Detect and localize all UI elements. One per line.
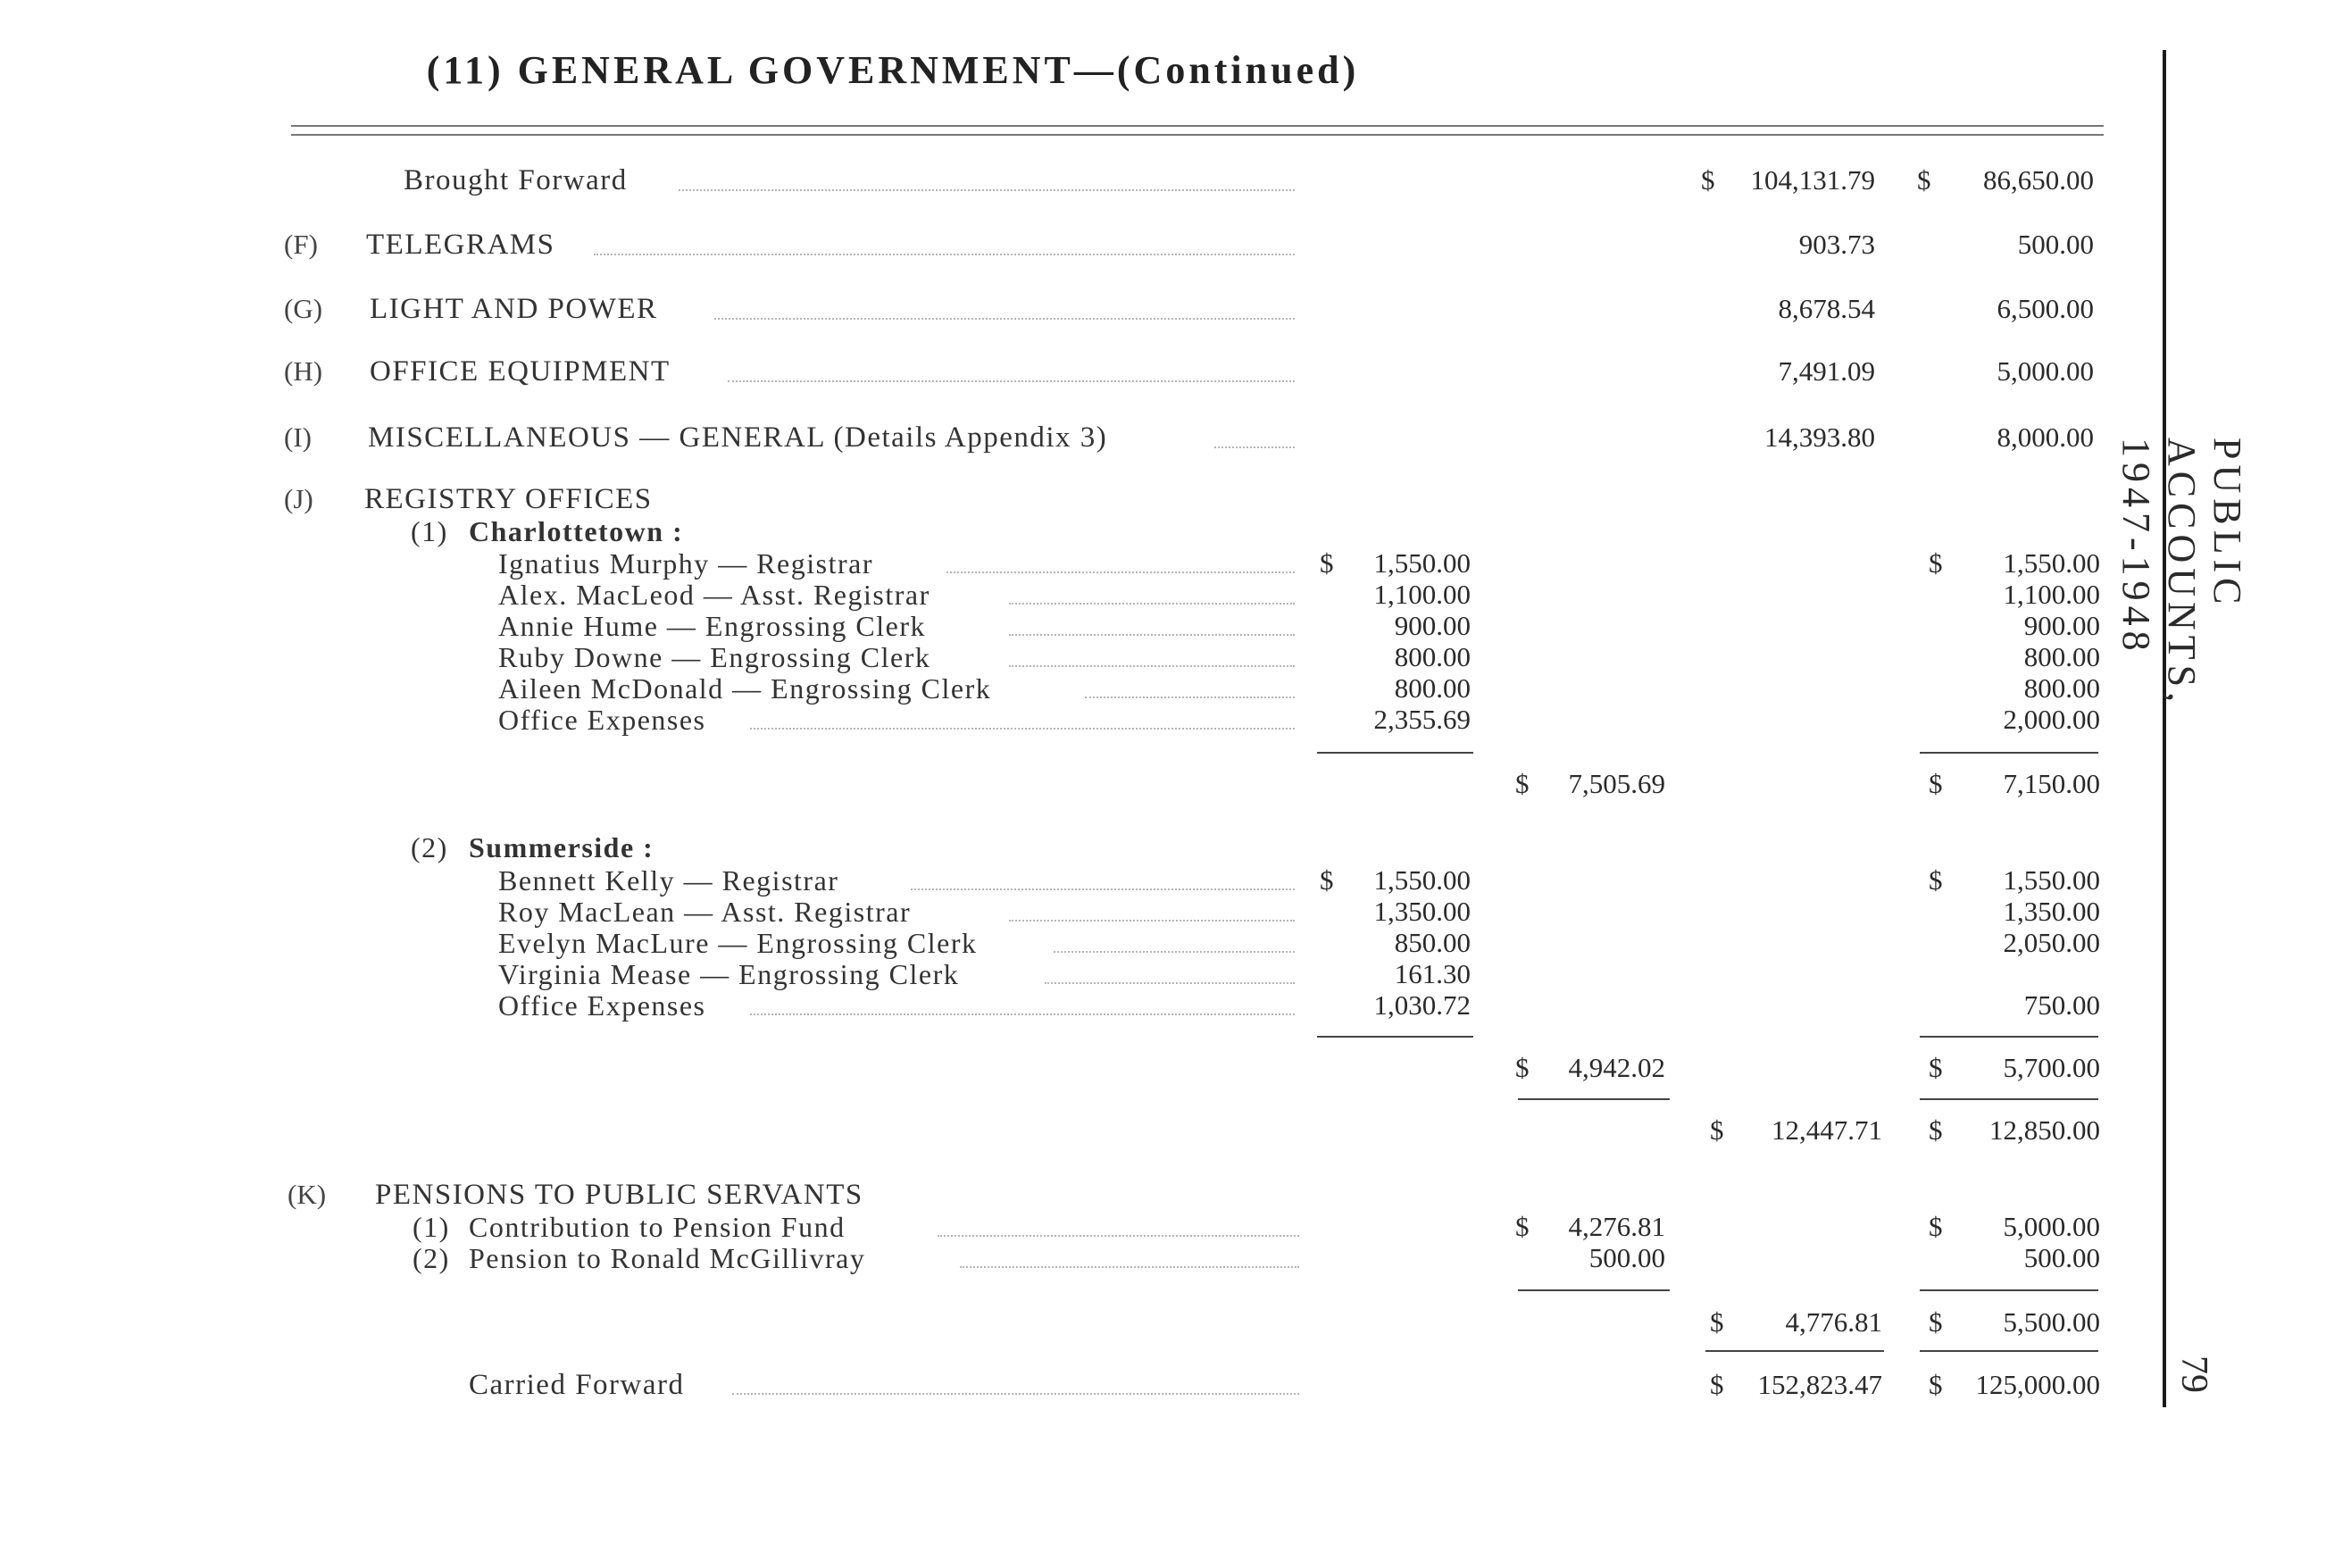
charlottetown-estimate-total: 7,150.00 — [2003, 768, 2100, 799]
leader-dots — [750, 1013, 1295, 1015]
item-code-h: (H) — [284, 355, 323, 387]
summerside-item-label: Office Expenses — [498, 989, 706, 1022]
item-code-f: (F) — [284, 229, 318, 260]
leader-dots — [750, 728, 1295, 730]
light-power-label: LIGHT AND POWER — [370, 293, 658, 325]
leader-dots — [714, 318, 1295, 320]
dollar-sign: $ — [1929, 547, 1943, 579]
page-title: (11) GENERAL GOVERNMENT—(Continued) — [426, 48, 1360, 92]
light-power-actual: 8,678.54 — [1778, 293, 1875, 324]
charlottetown-item-amount: 1,100.00 — [1373, 579, 1471, 610]
summerside-item-label: Evelyn MacLure — Engrossing Clerk — [498, 927, 978, 959]
charlottetown-item-label: Alex. MacLeod — Asst. Registrar — [498, 579, 930, 611]
summerside-item-estimate: 750.00 — [2023, 989, 2100, 1021]
charlottetown-subtotal: 7,505.69 — [1568, 768, 1665, 799]
pensions-total-actual: 4,776.81 — [1785, 1306, 1882, 1338]
leader-dots — [594, 254, 1295, 255]
running-title: PUBLIC ACCOUNTS, 1947-1948 — [2114, 438, 2249, 708]
dollar-sign: $ — [1929, 864, 1943, 896]
pension-item-label: Pension to Ronald McGillivray — [469, 1242, 866, 1274]
summerside-item-amount: 1,350.00 — [1373, 896, 1471, 927]
carried-forward-label: Carried Forward — [469, 1369, 685, 1401]
leader-dots — [679, 189, 1295, 191]
summerside-item-label: Roy MacLean — Asst. Registrar — [498, 896, 912, 928]
office-equipment-actual: 7,491.09 — [1778, 355, 1875, 387]
pension-item-amount: 500.00 — [1588, 1242, 1665, 1273]
summerside-item-amount: 850.00 — [1394, 927, 1471, 958]
charlottetown-item-label: Ignatius Murphy — Registrar — [498, 547, 873, 580]
dollar-sign: $ — [1710, 1114, 1724, 1146]
subtotal-rule — [1518, 1289, 1670, 1291]
subtotal-rule — [1920, 1289, 2098, 1291]
pensions-total-estimate: 5,500.00 — [2003, 1306, 2100, 1338]
brought-forward-estimate: 86,650.00 — [1983, 164, 2094, 196]
dollar-sign: $ — [1701, 164, 1715, 196]
summerside-item-amount: 161.30 — [1394, 958, 1471, 989]
total-rule — [1518, 1098, 1670, 1100]
dollar-sign: $ — [1929, 1114, 1943, 1146]
telegrams-actual: 903.73 — [1798, 229, 1875, 260]
pension-item-label: Contribution to Pension Fund — [469, 1211, 846, 1243]
summerside-item-amount: 1,030.72 — [1373, 989, 1471, 1021]
summerside-number: (2) — [411, 831, 448, 863]
header-rule-2 — [291, 134, 2104, 136]
charlottetown-item-label: Ruby Downe — Engrossing Clerk — [498, 641, 931, 673]
dollar-sign: $ — [1929, 1306, 1943, 1338]
summerside-item-label: Bennett Kelly — Registrar — [498, 864, 839, 897]
dollar-sign: $ — [1515, 1211, 1530, 1242]
item-code-j: (J) — [284, 483, 313, 514]
registry-offices-label: REGISTRY OFFICES — [364, 483, 653, 515]
charlottetown-item-label: Office Expenses — [498, 704, 706, 736]
dollar-sign: $ — [1515, 1052, 1530, 1083]
dollar-sign: $ — [1710, 1306, 1724, 1338]
dollar-sign: $ — [1929, 1211, 1943, 1242]
office-equipment-label: OFFICE EQUIPMENT — [370, 355, 671, 388]
summerside-subtotal: 4,942.02 — [1568, 1052, 1665, 1083]
summerside-item-estimate: 2,050.00 — [2003, 927, 2100, 958]
miscellaneous-label: MISCELLANEOUS — GENERAL (Details Appendix 3) — [368, 421, 1108, 454]
charlottetown-item-amount: 2,355.69 — [1373, 704, 1471, 735]
leader-dots — [732, 1393, 1299, 1395]
dollar-sign: $ — [1929, 768, 1943, 799]
charlottetown-heading: Charlottetown : — [469, 515, 684, 547]
charlottetown-item-amount: 800.00 — [1394, 672, 1471, 704]
pension-item-number: (2) — [413, 1242, 450, 1274]
dollar-sign: $ — [1929, 1369, 1943, 1400]
item-code-k: (K) — [288, 1179, 327, 1210]
charlottetown-item-estimate: 2,000.00 — [2003, 704, 2100, 735]
brought-forward-label: Brought Forward — [404, 164, 628, 196]
dollar-sign: $ — [1929, 1052, 1943, 1083]
leader-dots — [938, 1235, 1299, 1237]
telegrams-label: TELEGRAMS — [366, 229, 555, 261]
item-code-g: (G) — [284, 293, 323, 324]
carried-forward-estimate: 125,000.00 — [1975, 1369, 2100, 1400]
total-rule — [1920, 1098, 2098, 1100]
leader-dots — [911, 888, 1295, 890]
summerside-item-estimate: 1,550.00 — [2003, 864, 2100, 896]
light-power-estimate: 6,500.00 — [1997, 293, 2094, 324]
item-code-i: (I) — [284, 421, 312, 453]
pension-item-number: (1) — [413, 1211, 450, 1243]
office-equipment-estimate: 5,000.00 — [1997, 355, 2094, 387]
charlottetown-item-estimate: 1,550.00 — [2003, 547, 2100, 579]
charlottetown-item-estimate: 800.00 — [2023, 672, 2100, 704]
dollar-sign: $ — [1320, 547, 1334, 579]
page-number: 79 — [2173, 1355, 2214, 1393]
subtotal-rule — [1317, 1036, 1473, 1038]
registry-total-estimate: 12,850.00 — [1989, 1114, 2100, 1146]
dollar-sign: $ — [1710, 1369, 1724, 1400]
charlottetown-item-amount: 800.00 — [1394, 641, 1471, 672]
dollar-sign: $ — [1515, 768, 1530, 799]
charlottetown-item-estimate: 800.00 — [2023, 641, 2100, 672]
pension-item-estimate: 5,000.00 — [2003, 1211, 2100, 1242]
leader-dots — [960, 1266, 1299, 1268]
miscellaneous-actual: 14,393.80 — [1764, 421, 1875, 453]
charlottetown-item-label: Annie Hume — Engrossing Clerk — [498, 610, 926, 642]
pension-item-estimate: 500.00 — [2023, 1242, 2100, 1273]
dollar-sign: $ — [1917, 164, 1931, 196]
charlottetown-number: (1) — [411, 515, 448, 547]
charlottetown-item-label: Aileen McDonald — Engrossing Clerk — [498, 672, 992, 705]
charlottetown-item-estimate: 900.00 — [2023, 610, 2100, 641]
charlottetown-item-amount: 1,550.00 — [1373, 547, 1471, 579]
charlottetown-item-estimate: 1,100.00 — [2003, 579, 2100, 610]
total-rule — [1705, 1350, 1884, 1352]
pensions-label: PENSIONS TO PUBLIC SERVANTS — [375, 1179, 863, 1211]
subtotal-rule — [1920, 1036, 2098, 1038]
summerside-estimate-total: 5,700.00 — [2003, 1052, 2100, 1083]
subtotal-rule — [1317, 752, 1473, 754]
margin-rule — [2163, 50, 2166, 1407]
summerside-item-estimate: 1,350.00 — [2003, 896, 2100, 927]
leader-dots — [1214, 446, 1295, 448]
summerside-item-amount: 1,550.00 — [1373, 864, 1471, 896]
pension-item-amount: 4,276.81 — [1568, 1211, 1665, 1242]
subtotal-rule — [1920, 752, 2098, 754]
telegrams-estimate: 500.00 — [2017, 229, 2094, 260]
dollar-sign: $ — [1320, 864, 1334, 896]
miscellaneous-estimate: 8,000.00 — [1997, 421, 2094, 453]
carried-forward-actual: 152,823.47 — [1757, 1369, 1882, 1400]
brought-forward-actual: 104,131.79 — [1750, 164, 1875, 196]
leader-dots — [946, 571, 1295, 573]
total-rule — [1920, 1350, 2098, 1352]
leader-dots — [728, 380, 1295, 382]
summerside-heading: Summerside : — [469, 831, 654, 863]
summerside-item-label: Virginia Mease — Engrossing Clerk — [498, 958, 960, 990]
charlottetown-item-amount: 900.00 — [1394, 610, 1471, 641]
header-rule — [291, 125, 2104, 127]
registry-total-actual: 12,447.71 — [1772, 1114, 1882, 1146]
